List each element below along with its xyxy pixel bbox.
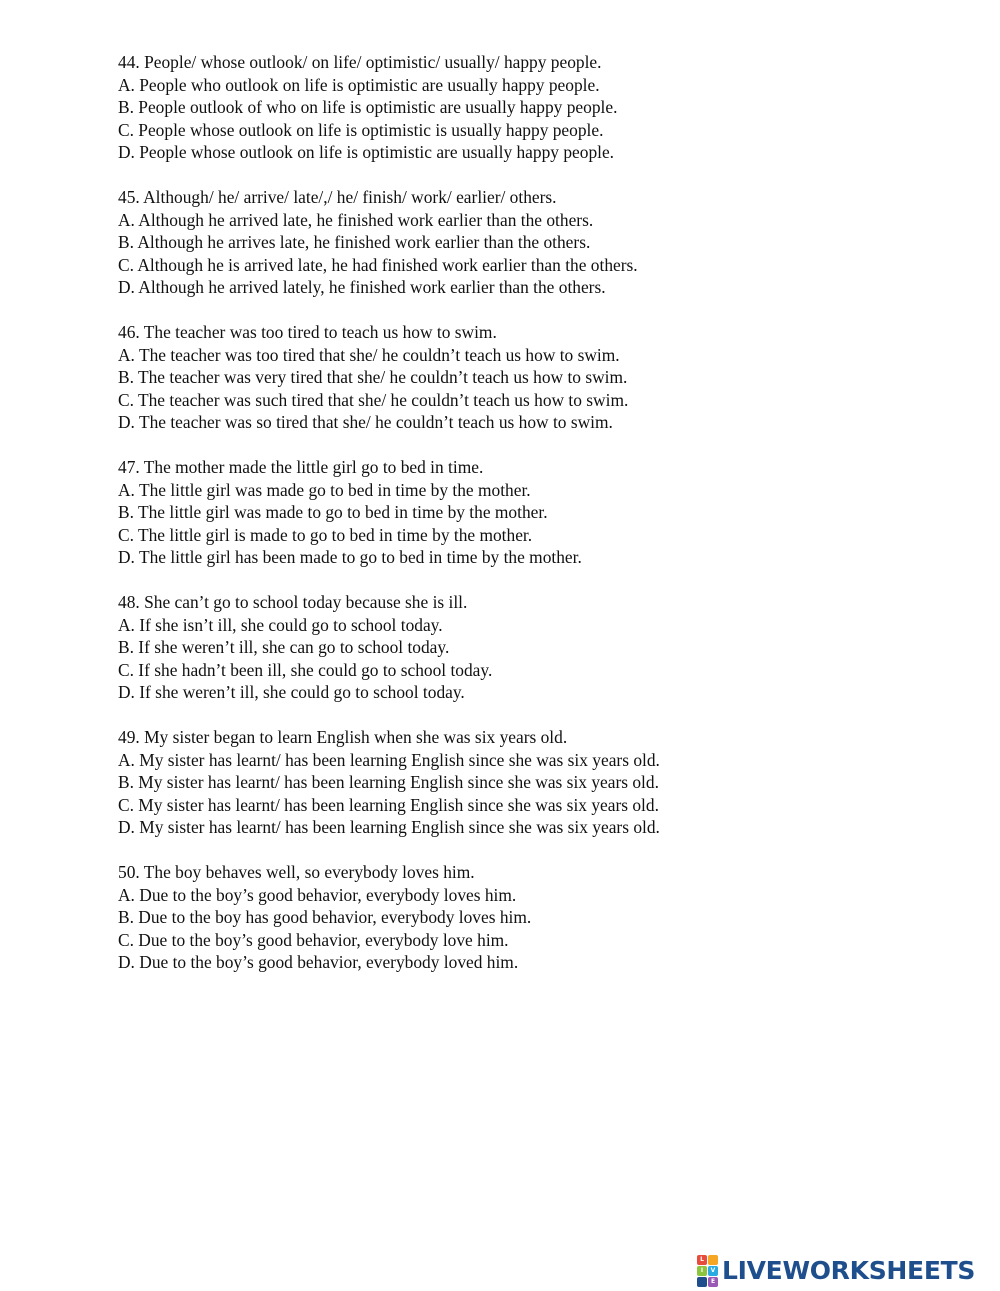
logo-tile: V — [708, 1266, 718, 1276]
logo-tile: E — [708, 1277, 718, 1287]
option-b: B. If she weren’t ill, she can go to school today. — [118, 637, 450, 657]
option-d: D. Although he arrived lately, he finished work earlier than the others. — [118, 277, 606, 297]
option-d: D. The little girl has been made to go to bed in time by the mother. — [118, 547, 582, 567]
question-46 — [118, 321, 918, 434]
question-prompt: 50. The boy behaves well, so everybody loves him. — [118, 862, 475, 882]
liveworksheets-brand — [697, 1255, 975, 1287]
option-b: B. The teacher was very tired that she/ he couldn’t teach us how to swim. — [118, 367, 628, 387]
option-d: D. If she weren’t ill, she could go to school today. — [118, 682, 465, 702]
question-prompt: 49. My sister began to learn English when she was six years old. — [118, 727, 568, 747]
liveworksheets-logo-icon — [697, 1255, 718, 1287]
question-45 — [118, 186, 918, 299]
option-c: C. If she hadn’t been ill, she could go to school today. — [118, 659, 493, 680]
option-a: A. My sister has learnt/ has been learning English since she was six years old. — [118, 749, 660, 770]
question-49 — [118, 726, 918, 839]
option-c: C. Due to the boy’s good behavior, everybody love him. — [118, 929, 509, 950]
brand-name: LIVEWORKSHEETS — [722, 1256, 976, 1285]
option-d: D. People whose outlook on life is optimistic are usually happy people. — [118, 142, 615, 162]
question-prompt: 46. The teacher was too tired to teach us how to swim. — [118, 322, 497, 342]
logo-tile — [708, 1255, 718, 1265]
option-d: D. Due to the boy’s good behavior, everybody loved him. — [118, 952, 519, 972]
option-c: C. Although he is arrived late, he had finished work earlier than the others. — [118, 254, 638, 275]
option-b: B. My sister has learnt/ has been learning English since she was six years old. — [118, 772, 659, 792]
option-a: A. Although he arrived late, he finished work earlier than the others. — [118, 209, 594, 230]
option-a: A. If she isn’t ill, she could go to school today. — [118, 614, 443, 635]
option-c: C. The teacher was such tired that she/ he couldn’t teach us how to swim. — [118, 389, 629, 410]
option-a: A. The little girl was made go to bed in time by the mother. — [118, 479, 531, 500]
option-b: B. People outlook of who on life is optimistic are usually happy people. — [118, 97, 618, 117]
option-a: A. The teacher was too tired that she/ he couldn’t teach us how to swim. — [118, 344, 620, 365]
option-d: D. The teacher was so tired that she/ he couldn’t teach us how to swim. — [118, 412, 613, 432]
question-prompt: 44. People/ whose outlook/ on life/ optimistic/ usually/ happy people. — [118, 52, 602, 72]
question-prompt: 47. The mother made the little girl go to bed in time. — [118, 457, 484, 477]
logo-tile: L — [697, 1255, 707, 1265]
question-prompt: 48. She can’t go to school today because she is ill. — [118, 592, 468, 612]
question-47 — [118, 456, 918, 569]
option-a: A. Due to the boy’s good behavior, everybody loves him. — [118, 884, 517, 905]
logo-tile: I — [697, 1266, 707, 1276]
option-b: B. Due to the boy has good behavior, everybody loves him. — [118, 907, 532, 927]
question-44 — [118, 51, 918, 164]
option-c: C. My sister has learnt/ has been learning English since she was six years old. — [118, 794, 659, 815]
question-prompt: 45. Although/ he/ arrive/ late/,/ he/ finish/ work/ earlier/ others. — [118, 187, 557, 207]
option-c: C. People whose outlook on life is optimistic is usually happy people. — [118, 119, 604, 140]
worksheet-body — [118, 51, 918, 996]
logo-tile — [697, 1277, 707, 1287]
option-d: D. My sister has learnt/ has been learning English since she was six years old. — [118, 817, 660, 837]
option-b: B. Although he arrives late, he finished work earlier than the others. — [118, 232, 591, 252]
option-c: C. The little girl is made to go to bed in time by the mother. — [118, 524, 533, 545]
option-a: A. People who outlook on life is optimistic are usually happy people. — [118, 74, 600, 95]
question-48 — [118, 591, 918, 704]
option-b: B. The little girl was made to go to bed in time by the mother. — [118, 502, 548, 522]
question-50 — [118, 861, 918, 974]
